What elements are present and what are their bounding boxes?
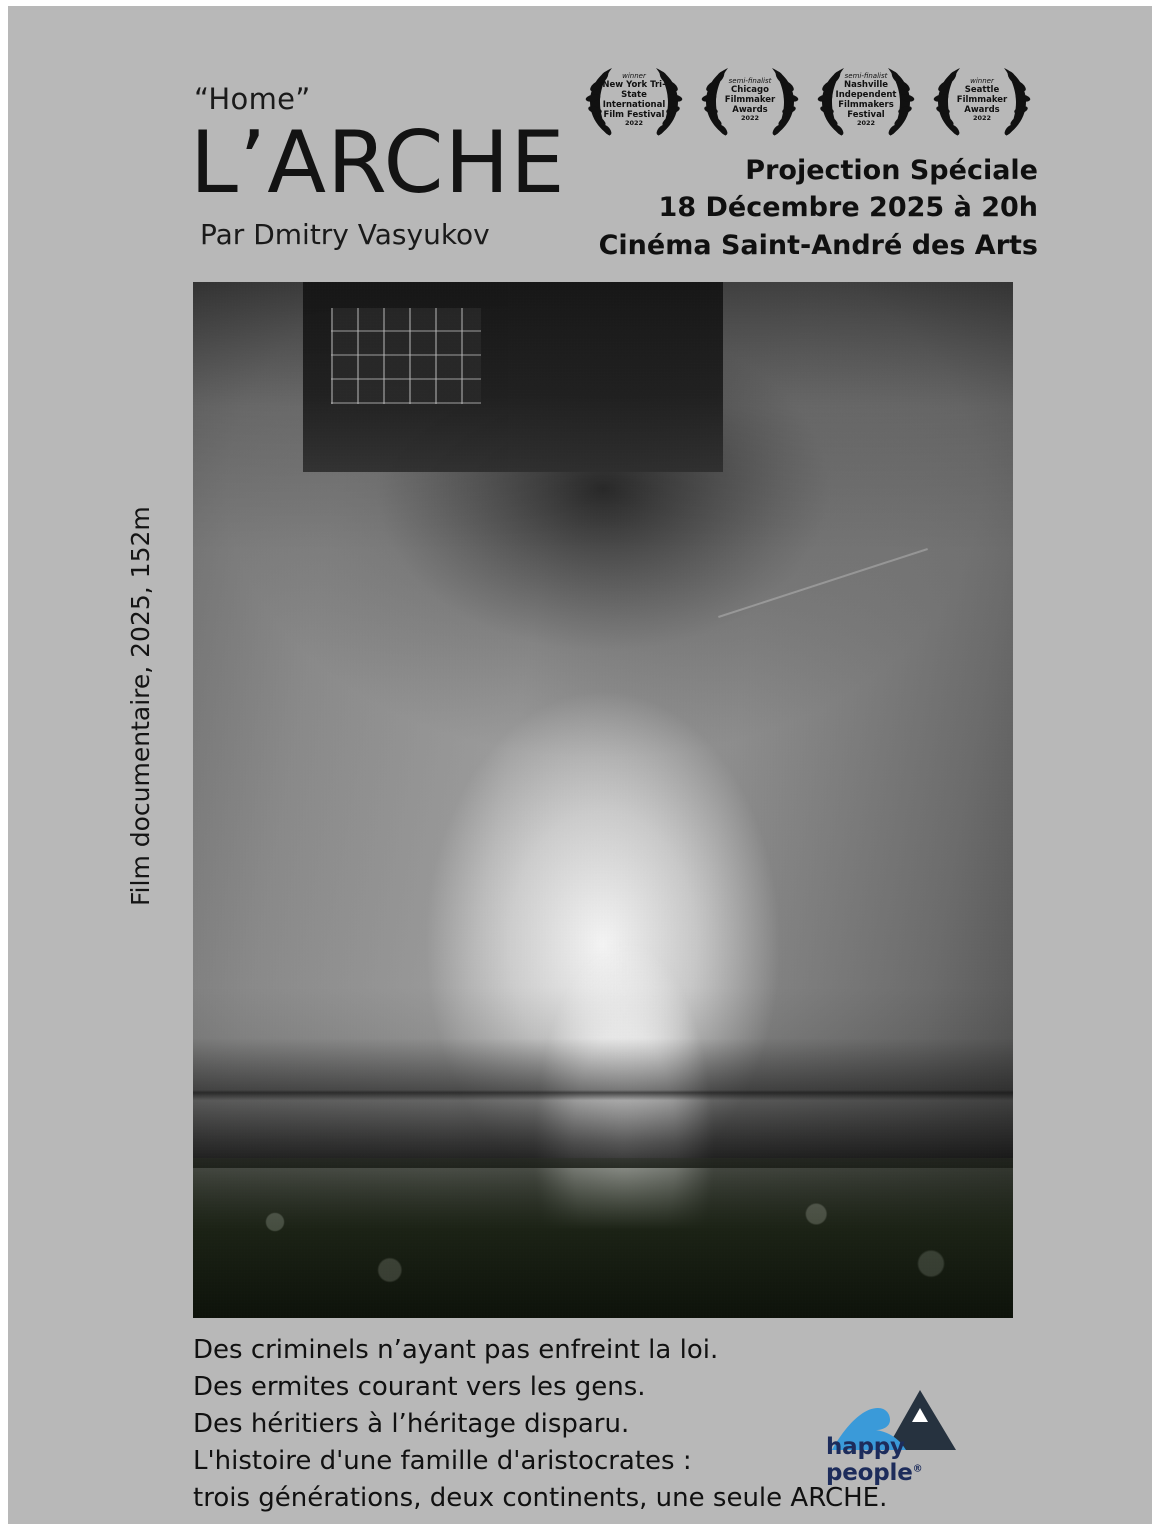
title-block xyxy=(190,84,610,251)
film-format-caption: Film documentaire, 2025, 152m xyxy=(126,506,155,906)
laurel-status: winner xyxy=(622,72,646,81)
director-credit: Par Dmitry Vasyukov xyxy=(200,217,490,251)
laurel-badge xyxy=(926,58,1038,142)
laurel-year: 2022 xyxy=(740,114,760,123)
photograph-image xyxy=(193,282,1013,1318)
laurel-content xyxy=(831,72,901,128)
laurel-year: 2022 xyxy=(856,119,876,128)
laurel-badge xyxy=(694,58,806,142)
laurel-content xyxy=(947,77,1017,123)
laurel-content xyxy=(599,72,669,128)
laurel-year: 2022 xyxy=(972,114,992,123)
logo-trademark: ® xyxy=(912,1463,923,1475)
screening-line-date: 18 Décembre 2025 à 20h xyxy=(658,192,1038,224)
laurel-status: winner xyxy=(970,77,994,86)
screening-line-venue: Cinéma Saint-André des Arts xyxy=(598,229,1038,261)
poster-header xyxy=(8,6,1152,276)
award-laurels xyxy=(578,58,1038,144)
page-title: L’ARCHE xyxy=(190,112,566,213)
laurel-festival: Nashville Independent Filmmakers Festival xyxy=(835,80,897,121)
logo-name: happy people xyxy=(826,1434,913,1486)
laurel-status: semi-finalist xyxy=(844,72,888,81)
laurel-badge xyxy=(810,58,922,142)
screening-info xyxy=(599,152,1038,264)
laurel-year: 2022 xyxy=(624,119,644,128)
happy-people-logo xyxy=(816,1374,996,1494)
home-tag: “Home” xyxy=(194,82,311,116)
poster-photograph xyxy=(193,282,1013,1318)
synopsis-line: L'histoire d'une famille d'aristocrates : xyxy=(193,1445,692,1476)
laurel-festival: Chicago Filmmaker Awards xyxy=(724,85,776,116)
laurel-festival: New York Tri-State International Film Festival xyxy=(602,80,666,121)
laurel-status: semi-finalist xyxy=(728,77,772,86)
laurel-content xyxy=(715,77,785,123)
synopsis-block xyxy=(193,1332,887,1517)
synopsis-line: Des ermites courant vers les gens. xyxy=(193,1371,646,1402)
screening-line-title: Projection Spéciale xyxy=(745,155,1038,186)
synopsis-line: Des criminels n’ayant pas enfreint la loi. xyxy=(193,1335,719,1365)
film-poster xyxy=(8,6,1152,1524)
laurel-festival: Seattle Filmmaker Awards xyxy=(956,85,1008,116)
photograph-grain xyxy=(193,282,1013,1318)
synopsis-line: Des héritiers à l’héritage disparu. xyxy=(193,1408,630,1439)
synopsis-line: trois générations, deux continents, une seule ARCHE. xyxy=(193,1482,888,1513)
logo-wordmark xyxy=(826,1434,996,1486)
laurel-badge xyxy=(578,58,690,142)
